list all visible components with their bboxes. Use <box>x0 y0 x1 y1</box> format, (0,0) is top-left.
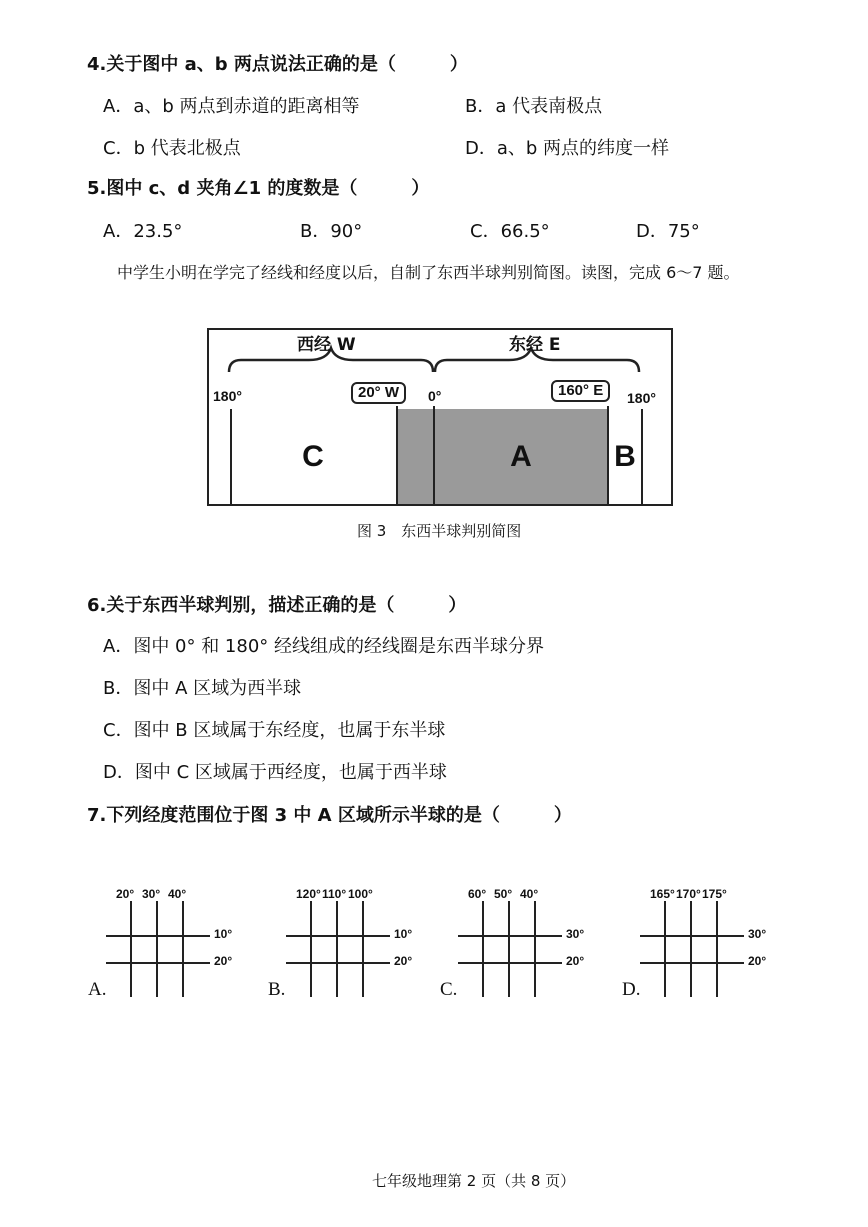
q7-grid-4-lon-label: 170° <box>676 887 701 901</box>
east-label: 东经 E <box>509 335 561 355</box>
q6-option-b: B．图中 A 区域为西半球 <box>103 678 302 699</box>
q7-grid-1-lon-label: 20° <box>116 887 135 901</box>
q7-grid-1-parallel <box>106 962 210 964</box>
q7-grid-4-lat-label: 20° <box>748 954 767 968</box>
q7-grid-4-parallel <box>640 935 744 937</box>
q7-grid-1-lat-label: 20° <box>214 954 233 968</box>
q7-grid-4-meridian <box>690 901 692 997</box>
q7-grid-2-lat-label: 20° <box>394 954 413 968</box>
q7-grid-3 <box>440 885 630 1005</box>
q7-grid-2-lon-label: 100° <box>348 887 373 901</box>
q7-grid-2-meridian <box>362 901 364 997</box>
line-180-right <box>641 409 643 504</box>
q7-grid-2-meridian <box>336 901 338 997</box>
q5-option-b: B．90° <box>300 221 363 242</box>
q7-grid-2-lat-label: 10° <box>394 927 413 941</box>
q7-grid-4-lon-label: 175° <box>702 887 727 901</box>
q7-grid-2 <box>268 885 458 1005</box>
intro-text: 中学生小明在学完了经线和经度以后，自制了东西半球判别简图。读图，完成 6～7 题。 <box>117 263 740 282</box>
q7-option-letter: C. <box>440 979 458 1000</box>
q4-option-d: D．a、b 两点的纬度一样 <box>465 138 670 159</box>
q7-grid-2-parallel <box>286 935 390 937</box>
q7-grid-4-lon-label: 165° <box>650 887 675 901</box>
q7-grid-4-meridian <box>664 901 666 997</box>
q7-grid-1-lat-label: 10° <box>214 927 233 941</box>
tag-160e: 160° E <box>551 380 610 402</box>
left-180-label: 180° <box>213 388 242 404</box>
west-label: 西经 W <box>297 335 356 355</box>
q5-option-a: A．23.5° <box>103 221 183 242</box>
q4-stem: 4.关于图中 a、b 两点说法正确的是（ ） <box>87 54 468 75</box>
q7-grid-3-parallel <box>458 962 562 964</box>
q6-stem: 6.关于东西半球判别，描述正确的是（ ） <box>87 595 467 616</box>
q6-option-a: A．图中 0° 和 180° 经线组成的经线圈是东西半球分界 <box>103 636 545 657</box>
q7-grid-1-meridian <box>130 901 132 997</box>
q7-grid-1-meridian <box>156 901 158 997</box>
region-b: B <box>614 440 636 473</box>
q7-grid-3-lon-label: 40° <box>520 887 539 901</box>
q7-grid-2-lon-label: 120° <box>296 887 321 901</box>
q5-option-d: D．75° <box>636 221 700 242</box>
q7-grid-1-lon-label: 40° <box>168 887 187 901</box>
q7-grid-3-lat-label: 30° <box>566 927 585 941</box>
q7-grid-4-lat-label: 30° <box>748 927 767 941</box>
q7-option-letter: B. <box>268 979 286 1000</box>
q4-option-c: C．b 代表北极点 <box>103 138 241 159</box>
q7-grid-4 <box>622 885 812 1005</box>
q7-grid-4-meridian <box>716 901 718 997</box>
q7-option-letter: A. <box>88 979 107 1000</box>
q4-option-a: A．a、b 两点到赤道的距离相等 <box>103 96 360 117</box>
q4-option-b: B．a 代表南极点 <box>465 96 603 117</box>
q7-grid-3-meridian <box>482 901 484 997</box>
q7-grid-2-meridian <box>310 901 312 997</box>
right-180-label: 180° <box>627 390 656 406</box>
q7-grid-3-meridian <box>534 901 536 997</box>
q7-grid-3-parallel <box>458 935 562 937</box>
q5-stem: 5.图中 c、d 夹角∠1 的度数是（ ） <box>87 178 430 199</box>
page-footer: 七年级地理第 2 页（共 8 页） <box>372 1172 576 1190</box>
region-c: C <box>302 440 324 473</box>
figure-3-caption: 图 3 东西半球判别简图 <box>357 522 522 540</box>
q7-grid-3-lat-label: 20° <box>566 954 585 968</box>
q7-grid-1-lon-label: 30° <box>142 887 161 901</box>
q6-option-c: C．图中 B 区域属于东经度，也属于东半球 <box>103 720 446 741</box>
q7-grid-1-meridian <box>182 901 184 997</box>
q7-option-letter: D. <box>622 979 641 1000</box>
q7-grid-3-lon-label: 60° <box>468 887 487 901</box>
q7-grid-1 <box>88 885 278 1005</box>
q7-grid-3-meridian <box>508 901 510 997</box>
q7-grid-2-lon-label: 110° <box>322 887 347 901</box>
zero-label: 0° <box>428 388 442 404</box>
q7-grid-4-parallel <box>640 962 744 964</box>
q7-grid-3-lon-label: 50° <box>494 887 513 901</box>
q7-stem: 7.下列经度范围位于图 3 中 A 区域所示半球的是（ ） <box>87 805 572 826</box>
figure-3-hemisphere-diagram <box>207 328 673 506</box>
tag-20w: 20° W <box>351 382 406 404</box>
q7-grid-2-parallel <box>286 962 390 964</box>
q7-grid-1-parallel <box>106 935 210 937</box>
q6-option-d: D．图中 C 区域属于西经度，也属于西半球 <box>103 762 447 783</box>
region-a: A <box>510 440 532 473</box>
q5-option-c: C．66.5° <box>470 221 550 242</box>
line-20w <box>396 406 398 504</box>
